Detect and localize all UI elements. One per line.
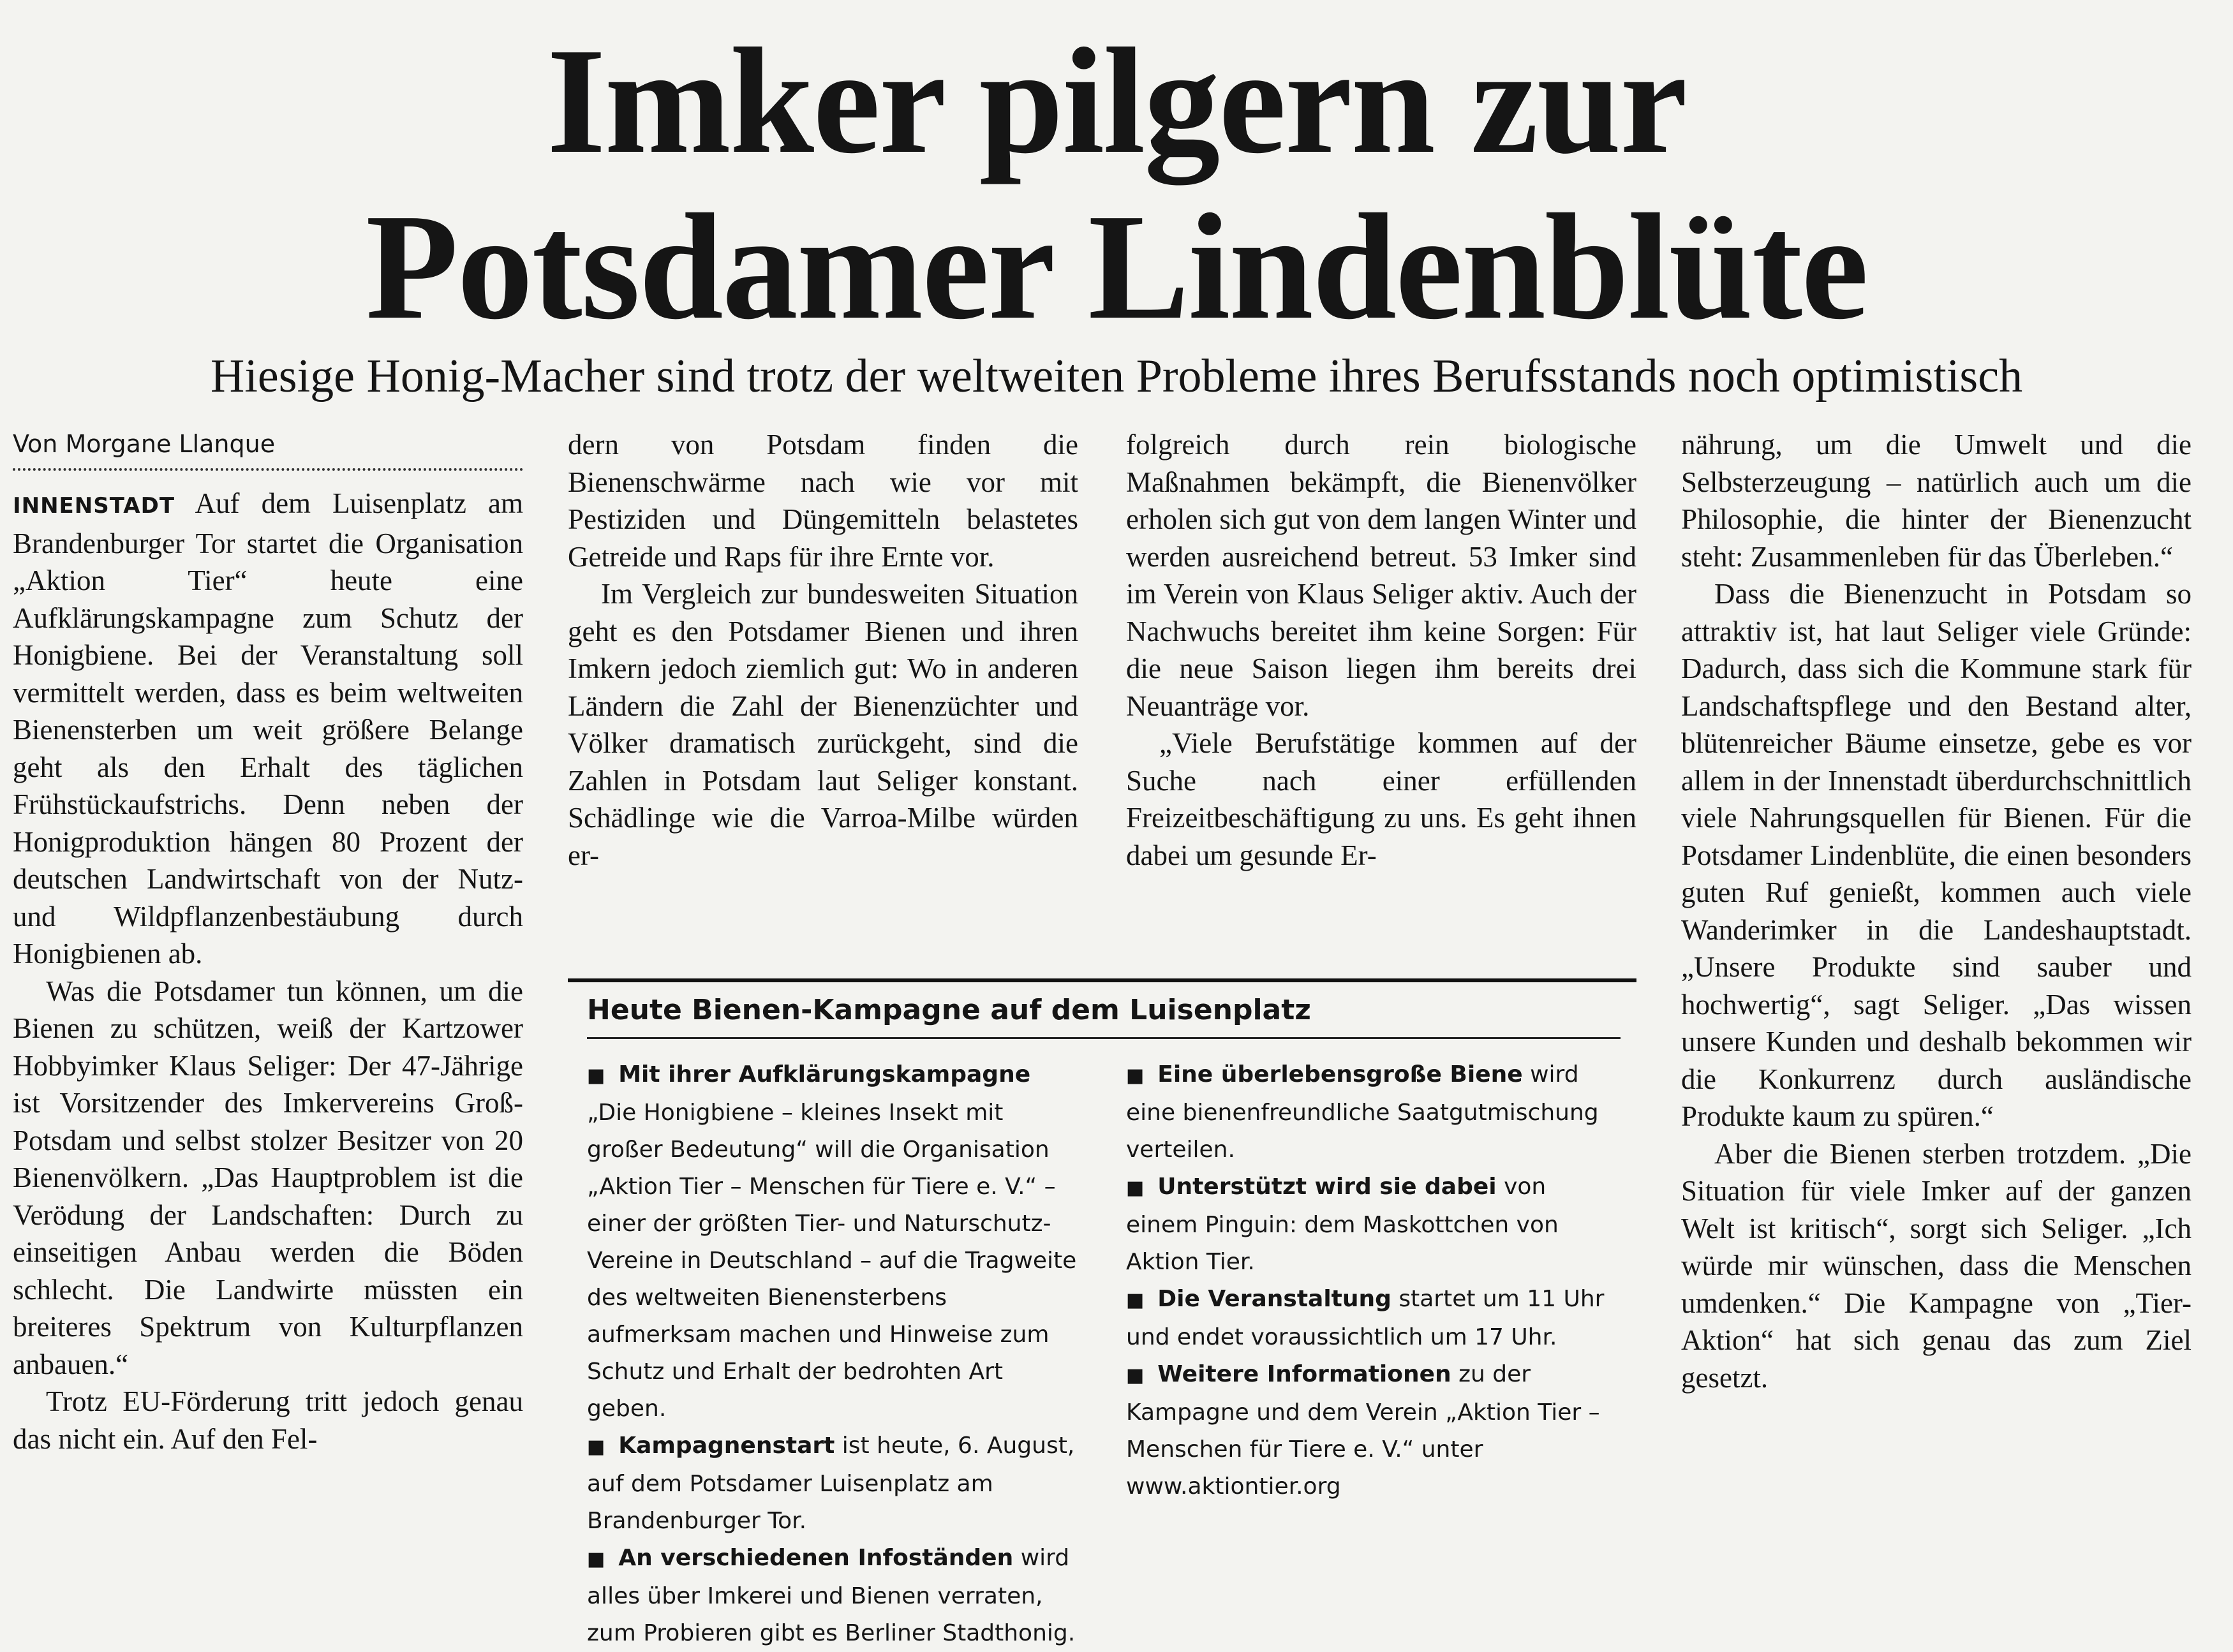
article-column-2 (568, 426, 1078, 874)
info-item-text: wird eine bienenfreundliche Saatgutmischung verteilen. (1126, 1061, 1599, 1163)
info-box (568, 978, 1636, 1646)
info-item-text: startet um 11 Uhr und endet voraussichtlich um 17 Uhr. (1126, 1286, 1605, 1350)
info-item-lead: ■ Kampagnenstart (587, 1433, 835, 1459)
info-item-text: wird alles über Imkerei und Bienen verraten, zum Probieren gibt es Berliner Stadthonig. (587, 1545, 1076, 1646)
info-item-text: von einem Pinguin: dem Maskottchen von Aktion Tier. (1126, 1174, 1559, 1275)
article-paragraph (13, 485, 523, 973)
article-paragraph: Trotz EU-Förderung tritt jedoch genau das nicht ein. Auf den Fel- (13, 1385, 523, 1455)
article-paragraph: Dass die Bienenzucht in Potsdam so attraktiv ist, hat laut Seliger viele Gründe: Dadurch, dass sich die Kommune stark für Landschaftspflege und den Bestand alter, blütenreicher Bäume einsetze, gebe es vor allem in der Innenstadt überdurchschnittlich viele Nahrungsquellen für Bienen. Für die Potsdamer Lindenblüte, die einen besonders guten Ruf genießt, kommen auch viele Wanderimker in die Landeshauptstadt. „Unsere Produkte sind sauber und hochwertig“, sagt Seliger. „Das wissen unsere Kunden und deshalb bekommen wir die Konkurrenz durch ausländische Produkte kaum zu spüren.“ (1681, 578, 2192, 1132)
info-box-column-2 (1126, 1056, 1624, 1505)
article-column-3 (1126, 426, 1636, 874)
article-paragraph: dern von Potsdam finden die Bienenschwärme nach wie vor mit Pestiziden und Düngemitteln belastetes Getreide und Raps für ihre Ernte vor. (568, 429, 1078, 573)
info-item (587, 1540, 1085, 1652)
paragraph-text: Auf dem Luisenplatz am Brandenburger Tor startet die Organisation „Aktion Tier“ heute eine Aufklärungskampagne zum Schutz der Honigbiene. Bei der Veranstaltung soll vermittelt werden, dass es beim weltweiten Bienensterben um weit größere Belange geht als den Erhalt des täglichen Frühstückaufstrichs. Denn neben der Honigproduktion hängen 80 Prozent der deutschen Landwirtschaft von der Nutz- und Wildpflanzenbestäubung durch Honigbienen ab. (13, 487, 523, 970)
headline-line-2: Potsdamer Lindenblüte (366, 183, 1867, 351)
info-item (1126, 1169, 1624, 1281)
headline-line-1: Imker pilgern zur (546, 17, 1687, 185)
author-byline: Von Morgane Llanque (13, 426, 523, 471)
info-item-text: zu der Kampagne und dem Verein „Aktion Tier – Menschen für Tiere e. V.“ unter www.aktiontier.org (1126, 1361, 1600, 1500)
info-item-lead: ■ An verschiedenen Infoständen (587, 1545, 1013, 1571)
info-item-lead: ■ Weitere Informationen (1126, 1361, 1451, 1387)
info-item-lead: ■ Mit ihrer Aufklärungskampagne (587, 1061, 1030, 1088)
subheadline: Hiesige Honig-Macher sind trotz der weltweiten Probleme ihres Berufsstands noch optimistisch (210, 350, 2023, 402)
article-paragraph: nährung, um die Umwelt und die Selbsterzeugung – natürlich auch um die Philosophie, die hinter der Bienenzucht steht: Zusammenleben für das Überleben.“ (1681, 429, 2192, 573)
info-box-column-1 (587, 1056, 1085, 1652)
article-paragraph: Was die Potsdamer tun können, um die Bienen zu schützen, weiß der Kartzower Hobbyimker Klaus Seliger: Der 47-Jährige ist Vorsitzender des Imkervereins Groß-Potsdam und selbst stolzer Besitzer von 20 Bienenvölkern. „Das Hauptproblem ist die Verödung der Landschaften: Durch zu einseitigen Anbau werden die Böden schlecht. Die Landwirte müssten ein breiteres Spektrum von Kulturpflanzen anbauen.“ (13, 975, 523, 1380)
dateline: INNENSTADT (13, 493, 175, 519)
info-box-title: Heute Bienen-Kampagne auf dem Luisenplatz (587, 991, 1621, 1039)
info-item-lead: ■ Die Veranstaltung (1126, 1286, 1391, 1312)
article-paragraph: Aber die Bienen sterben trotzdem. „Die Situation für viele Imker auf der ganzen Welt ist kritisch“, sorgt sich Seliger. „Ich würde mir wünschen, dass die Menschen umdenken.“ Die Kampagne von „Tier-Aktion“ hat sich genau das zum Ziel gesetzt. (1681, 1137, 2192, 1394)
info-item (587, 1056, 1085, 1427)
article-paragraph: „Viele Berufstätige kommen auf der Suche nach einer erfüllenden Freizeitbeschäftigung zu uns. Es geht ihnen dabei um gesunde Er- (1126, 727, 1636, 871)
article-paragraph: folgreich durch rein biologische Maßnahmen bekämpft, die Bienenvölker erholen sich gut von dem langen Winter und werden ausreichend betreut. 53 Imker sind im Verein von Klaus Seliger aktiv. Auch der Nachwuchs bereitet ihm keine Sorgen: Für die neue Saison liegen ihm bereits drei Neuanträge vor. (1126, 429, 1636, 722)
info-item (1126, 1056, 1624, 1169)
article-paragraph: Im Vergleich zur bundesweiten Situation geht es den Potsdamer Bienen und ihren Imkern jedoch ziemlich gut: Wo in anderen Ländern die Zahl der Bienenzüchter und Völker dramatisch zurückgeht, sind die Zahlen in Potsdam laut Seliger konstant. Schädlinge wie die Varroa-Milbe würden er- (568, 578, 1078, 871)
article-column-1 (13, 426, 523, 1457)
info-item-text: ist heute, 6. August, auf dem Potsdamer Luisenplatz am Brandenburger Tor. (587, 1433, 1075, 1534)
info-item (587, 1427, 1085, 1540)
info-item (1126, 1356, 1624, 1505)
article-column-4 (1681, 426, 2192, 1396)
info-item (1126, 1281, 1624, 1356)
info-item-lead: ■ Eine überlebensgroße Biene (1126, 1061, 1523, 1088)
info-item-lead: ■ Unterstützt wird sie dabei (1126, 1174, 1497, 1200)
info-item-text: „Die Honigbiene – kleines Insekt mit großer Bedeutung“ will die Organisation „Aktion Tier – Menschen für Tiere e. V.“ – einer der größten Tier- und Naturschutz-Vereine in Deutschland – auf die Tragweite des weltweiten Bienensterbens aufmerksam machen und Hinweise zum Schutz und Erhalt der bedrohten Art geben. (587, 1100, 1077, 1422)
